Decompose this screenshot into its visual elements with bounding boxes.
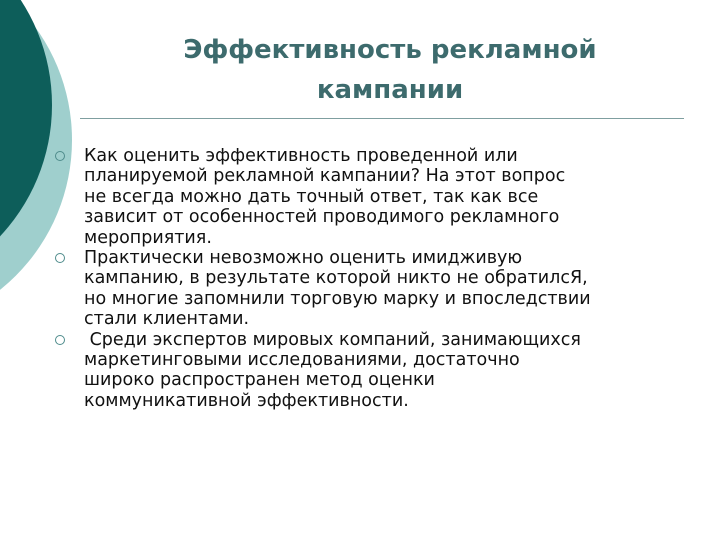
bullet-item [50,248,690,330]
bullet-line: мероприятия. [84,227,212,248]
slide-title [150,30,630,110]
bullet-line: Практически невозможно оценить имидживую [84,248,523,269]
bullet-item [50,330,690,412]
bullet-line: стали клиентами. [84,309,250,330]
bullet-line: но многие запомнили торговую марку и впоследствии [84,288,591,309]
bullet-line: Как оценить эффективность проведенной или [84,146,518,166]
title-divider [80,118,684,119]
bullet-line: кампанию, в результате которой никто не обратилсЯ, [84,268,588,289]
bullet-line: Среди экспертов мировых компаний, занимающихся [84,329,581,350]
bullet-item [50,146,690,248]
hollow-circle-bullet-icon [55,253,65,263]
bullet-line: широко распространен метод оценки [84,370,435,391]
bullet-line: маркетинговыми исследованиями, достаточно [84,350,520,371]
slide-title-line-1: Эффективность рекламной [183,35,597,65]
bullet-line: планируемой рекламной кампании? На этот вопрос [84,166,566,187]
hollow-circle-bullet-icon [55,335,65,345]
slide-title-line-2: кампании [316,75,464,105]
bullet-list [50,146,690,411]
bullet-line: коммуникативной эффективности. [84,390,409,411]
bullet-line: не всегда можно дать точный ответ, так как все [84,186,539,207]
bullet-line: зависит от особенностей проводимого рекламного [84,207,560,228]
hollow-circle-bullet-icon [55,151,65,161]
